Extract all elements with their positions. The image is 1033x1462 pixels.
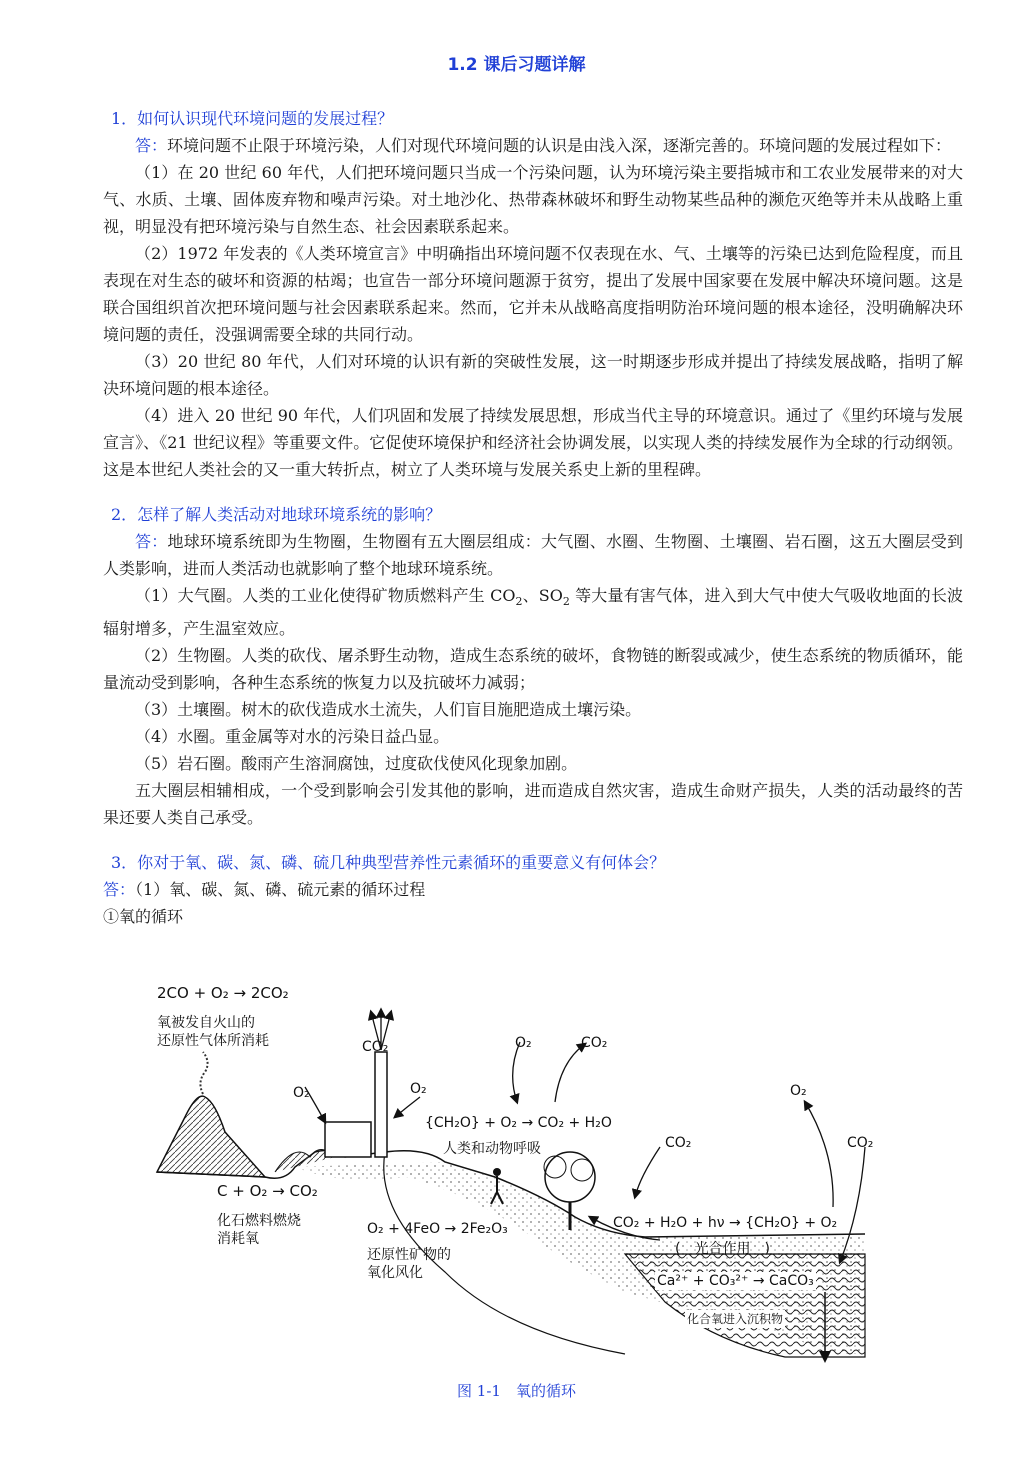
answer-2-item-2: （2）生物圈。人类的砍伐、屠杀野生动物，造成生态系统的破坏，食物链的断裂或减少，使生态系统的物质循环，能量流动受到影响，各种生态系统的恢复力以及抗破坏力减弱；: [103, 646, 963, 693]
answer-1-item-2: （2）1972 年发表的《人类环境宣言》中明确指出环境问题不仅表现在水、气、土壤等的污染已达到危险程度，而且表现在对生态的破坏和资源的枯竭；也宣告一部分环境问题源于贫穷，提出了发展中国家要在发展中解决环境问题。这是联合国组织首次把环境问题与社会因素联系起来。然而，它并未从战略高度指明防治环境问题的根本途径，没明确解决环境问题的责任，没强调需要全球的共同行动。: [103, 244, 963, 344]
o2-label-mineral: O₂: [410, 1081, 427, 1097]
volcano-note-2: 还原性气体所消耗: [157, 1033, 269, 1049]
tree: [545, 1152, 595, 1202]
person: [493, 1168, 501, 1176]
sediment-note: 化合氧进入沉积物: [687, 1312, 784, 1326]
answer-2-item-3: （3）土壤圈。树木的砍伐造成水土流失，人们盲目施肥造成土壤污染。: [135, 700, 642, 720]
equation-volcano: 2CO + O₂ → 2CO₂: [157, 984, 289, 1002]
answer-1-item-3: （3）20 世纪 80 年代，人们对环境的认识有新的突破性发展，这一时期逐步形成并提出了持续发展战略，指明了解决环境问题的根本途径。: [103, 352, 963, 398]
document-body: [103, 105, 963, 930]
answer-label: 答：: [135, 532, 168, 551]
question-3: 3．你对于氧、碳、氮、磷、硫几种典型营养性元素循环的重要意义有何体会？: [111, 853, 666, 873]
oxygen-cycle-heading: ①氧的循环: [103, 907, 184, 927]
answer-2-conclusion: 五大圈层相辅相成，一个受到影响会引发其他的影响，进而造成自然灾害，造成生命财产损失，人类的活动最终的苦果还要人类自己承受。: [103, 781, 963, 828]
water-body: [625, 1254, 865, 1357]
answer-2-item-1: （1）大气圈。人类的工业化使得矿物质燃料产生 $CO_2$、$SO_2$ 等大量有害气体，进入到大气中使大气吸收地面的长波辐射增多，产生温室效应。: [103, 586, 963, 639]
figure-caption: 图 1-1 氧的循环: [457, 1382, 576, 1400]
volcano-smoke: [200, 1052, 207, 1094]
o2-label-right: O₂: [790, 1083, 807, 1099]
co2-label-respiration: CO₂: [581, 1035, 608, 1051]
oxygen-cycle-figure: [145, 972, 875, 1372]
equation-respiration: {CH₂O} + O₂ → CO₂ + H₂O: [425, 1115, 612, 1131]
fossil-note-2: 消耗氧: [217, 1231, 259, 1247]
answer-3-line: 答：（1）氧、碳、氮、磷、硫元素的循环过程: [103, 880, 426, 900]
section-title: 1.2 课后习题详解: [447, 55, 586, 75]
answer-2-item-4: （4）水圈。重金属等对水的污染日益凸显。: [135, 727, 450, 747]
answer-1-item-4: （4）进入 20 世纪 90 年代，人们巩固和发展了持续发展思想，形成当代主导的环境意识。通过了《里约环境与发展宣言》、《21 世纪议程》等重要文件。它促使环境保护和经济社会协调发展，以实现人类的持续发展作为全球的行动纲领。这是本世纪人类社会的又一重大转折点，树立了人类环境与发展关系史上新的里程碑。: [103, 406, 963, 479]
co2-label-right: CO₂: [847, 1135, 874, 1151]
respiration-note: 人类和动物呼吸: [443, 1141, 541, 1157]
answer-label: 答：: [103, 880, 136, 900]
equation-photosynthesis: CO₂ + H₂O + hν → {CH₂O} + O₂: [613, 1215, 838, 1231]
answer-1-intro: 答：环境问题不止限于环境污染，人们对现代环境问题的认识是由浅入深，逐渐完善的。环境问题的发展过程如下：: [135, 136, 952, 155]
chimney: [375, 1052, 387, 1157]
equation-mineral: O₂ + 4FeO → 2Fe₂O₃: [367, 1221, 508, 1237]
co2-label-chimney: CO₂: [362, 1039, 389, 1055]
question-2: 2．怎样了解人类活动对地球环境系统的影响？: [111, 505, 442, 524]
equation-sediment: Ca²⁺ + CO₃²⁺ → CaCO₃: [657, 1273, 814, 1289]
answer-label: 答：: [135, 136, 168, 155]
answer-1-item-1: （1）在 20 世纪 60 年代，人们把环境问题只当成一个污染问题，认为环境污染主要指城市和工农业发展带来的对大气、水质、土壤、固体废弃物和噪声污染。对土地沙化、热带森林破坏和野生动物某些品种的濒危灭绝等并未从战略上重视，明显没有把环境污染与自然生态、社会因素联系起来。: [103, 163, 963, 236]
co2-label-photo: CO₂: [665, 1135, 692, 1151]
volcano-note-1: 氧被发自火山的: [157, 1015, 255, 1031]
answer-2-intro: 答：地球环境系统即为生物圈，生物圈有五大圈层组成：大气圈、水圈、生物圈、土壤圈、岩石圈，这五大圈层受到人类影响，进而人类活动也就影响了整个地球环境系统。: [103, 532, 963, 578]
volcano: [157, 1096, 265, 1177]
photosynthesis-note: ( 光合作用 ): [675, 1241, 770, 1257]
mineral-note-1: 还原性矿物的: [367, 1247, 451, 1263]
o2-label-hills: O₂: [293, 1085, 310, 1101]
mineral-note-2: 氧化风化: [367, 1265, 423, 1281]
o2-label-respiration: O₂: [515, 1035, 532, 1051]
fossil-note-1: 化石燃料燃烧: [217, 1213, 301, 1229]
factory: [325, 1122, 371, 1157]
question-1: 1．如何认识现代环境问题的发展过程？: [111, 109, 394, 128]
equation-fossil: C + O₂ → CO₂: [217, 1182, 318, 1200]
answer-2-item-5: （5）岩石圈。酸雨产生溶洞腐蚀，过度砍伐使风化现象加剧。: [135, 754, 578, 774]
